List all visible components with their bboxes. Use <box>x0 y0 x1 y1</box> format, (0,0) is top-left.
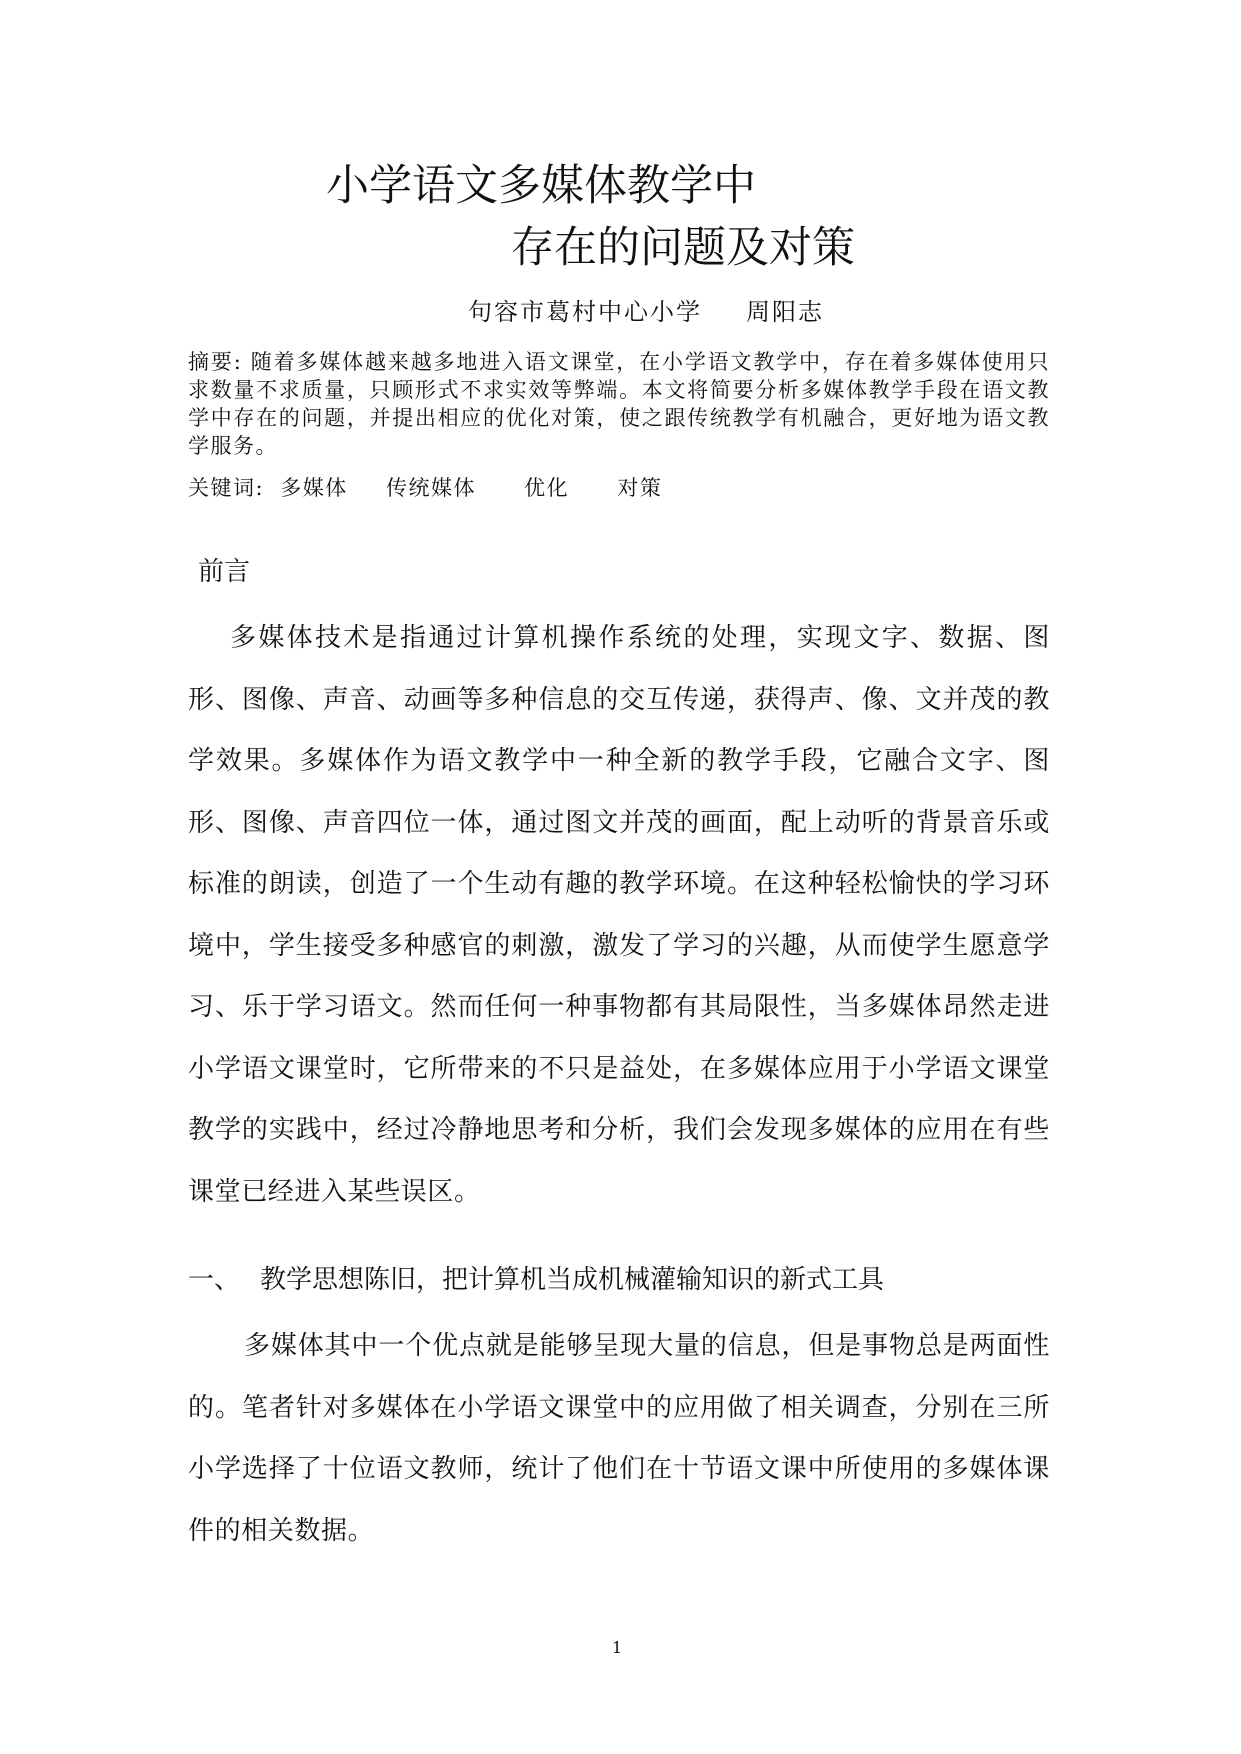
section-1-heading <box>188 1262 884 1298</box>
page-number: 1 <box>612 1638 623 1657</box>
keywords-label: 关键词: <box>188 476 265 500</box>
keyword-item: 传统媒体 <box>385 476 476 500</box>
keyword-item: 对策 <box>617 476 663 500</box>
keyword-item: 多媒体 <box>280 476 348 500</box>
preface-paragraph: 多媒体技术是指通过计算机操作系统的处理，实现文字、数据、图形、图像、声音、动画等多种信息的交互传递，获得声、像、文并茂的教学效果。多媒体作为语文教学中一种全新的教学手段，它融合文字、图形、图像、声音四位一体，通过图文并茂的画面，配上动听的背景音乐或标准的朗读，创造了一个生动有趣的教学环境。在这种轻松愉快的学习环境中，学生接受多种感官的刺激，激发了学习的兴趣，从而使学生愿意学习、乐于学习语文。然而任何一种事物都有其局限性，当多媒体昂然走进小学语文课堂时，它所带来的不只是益处，在多媒体应用于小学语文课堂教学的实践中，经过冷静地思考和分析，我们会发现多媒体的应用在有些课堂已经进入某些误区。 <box>188 623 1050 1207</box>
section-1-paragraph: 多媒体其中一个优点就是能够呈现大量的信息，但是事物总是两面性的。笔者针对多媒体在小学语文课堂中的应用做了相关调查，分别在三所小学选择了十位语文教师，统计了他们在十节语文课中所使用的多媒体课件的相关数据。 <box>188 1331 1050 1546</box>
title-line-1: 小学语文多媒体教学中 <box>326 161 756 211</box>
abstract-text: 随着多媒体越来越多地进入语文课堂，在小学语文教学中，存在着多媒体使用只求数量不求质量，只顾形式不求实效等弊端。本文将简要分析多媒体教学手段在语文教学中存在的问题，并提出相应的优化对策，使之跟传统教学有机融合，更好地为语文教学服务。 <box>188 350 1050 458</box>
section-1-number: 一、 <box>188 1265 241 1295</box>
abstract <box>188 348 1050 460</box>
author-name: 周阳志 <box>746 298 824 326</box>
keywords-line <box>188 474 662 502</box>
section-1-title: 教学思想陈旧，把计算机当成机械灌输知识的新式工具 <box>260 1265 885 1295</box>
title-line-2: 存在的问题及对策 <box>511 223 855 273</box>
keyword-item: 优化 <box>524 476 570 500</box>
author-school: 句容市葛村中心小学 <box>468 298 702 326</box>
abstract-label: 摘要: <box>188 350 243 374</box>
author-line <box>468 294 824 330</box>
preface-heading: 前言 <box>198 557 251 587</box>
